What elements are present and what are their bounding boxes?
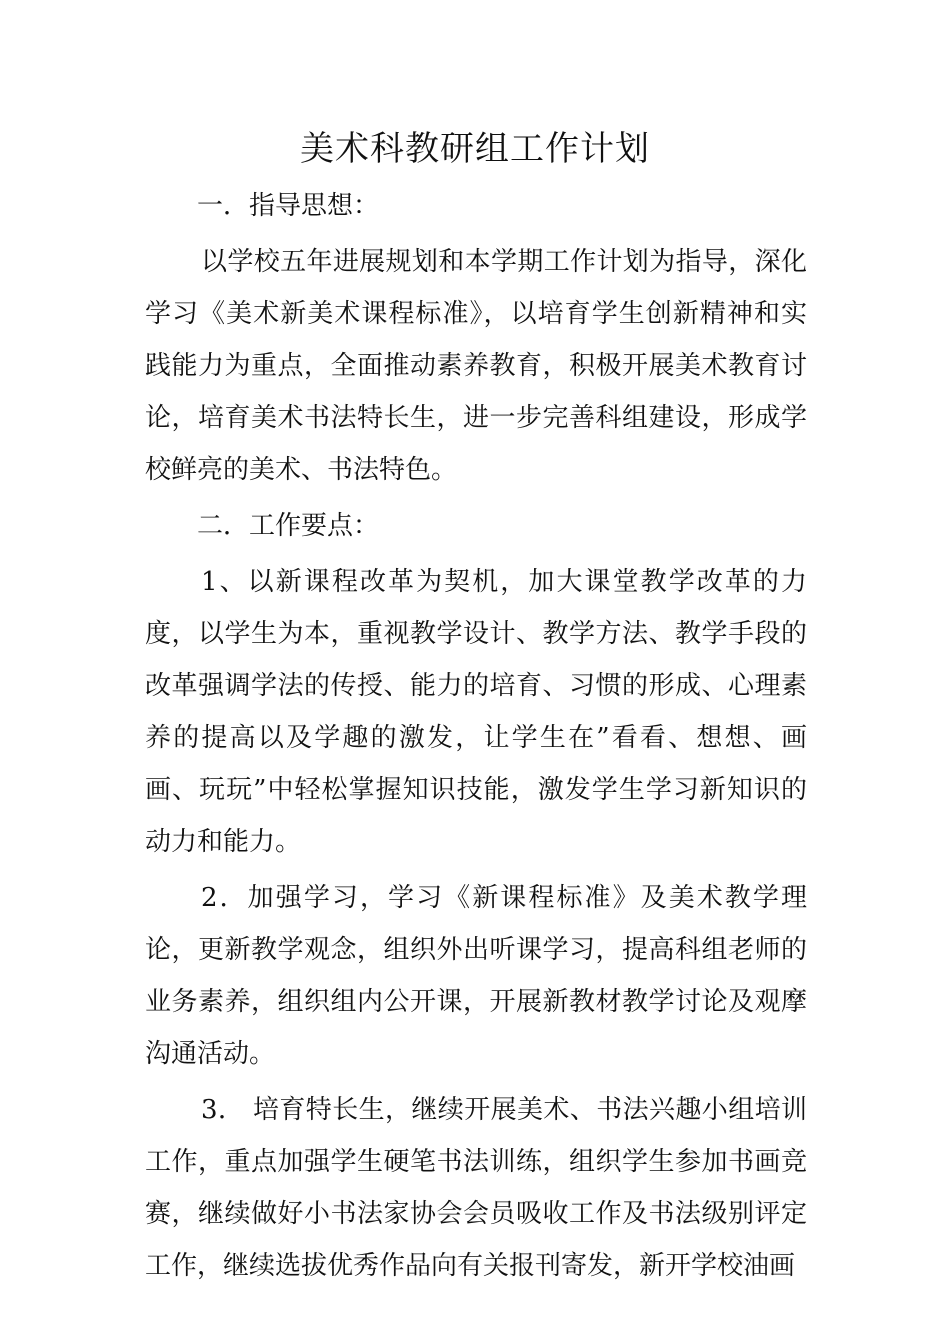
paragraph-work-point-3: 3． 培育特长生，继续开展美术、书法兴趣小组培训工作，重点加强学生硬笔书法训练，组织学生参加书画竞赛，继续做好小书法家协会会员吸收工作及书法级别评定工作，继续选拔优秀作品向有关报刊寄发，新开学校油画 bbox=[145, 1095, 807, 1281]
paragraph-guiding-ideology: 以学校五年进展规划和本学期工作计划为指导，深化学习《美术新美术课程标准》，以培育学生创新精神和实践能力为重点，全面推动素养教育，积极开展美术教育讨论，培育美术书法特长生，进一步完善科组建设，形成学校鲜亮的美术、书法特色。 bbox=[145, 247, 807, 485]
section-heading-work-points: 二．工作要点： bbox=[197, 511, 380, 541]
document-body bbox=[145, 180, 807, 1296]
paragraph-work-point-1: 1、以新课程改革为契机，加大课堂教学改革的力度，以学生为本，重视教学设计、教学方法、教学手段的改革强调学法的传授、能力的培育、习惯的形成、心理素养的提高以及学趣的激发，让学生在”看看、想想、画画、玩玩”中轻松掌握知识技能，激发学生学习新知识的动力和能力。 bbox=[145, 567, 807, 857]
paragraph-work-point-2: 2．加强学习，学习《新课程标准》及美术教学理论，更新教学观念，组织外出听课学习，提高科组老师的业务素养，组织组内公开课，开展新教材教学讨论及观摩沟通活动。 bbox=[145, 883, 807, 1069]
document-title: 美术科教研组工作计划 bbox=[300, 129, 650, 169]
section-heading-guiding-ideology: 一．指导思想： bbox=[197, 191, 380, 221]
